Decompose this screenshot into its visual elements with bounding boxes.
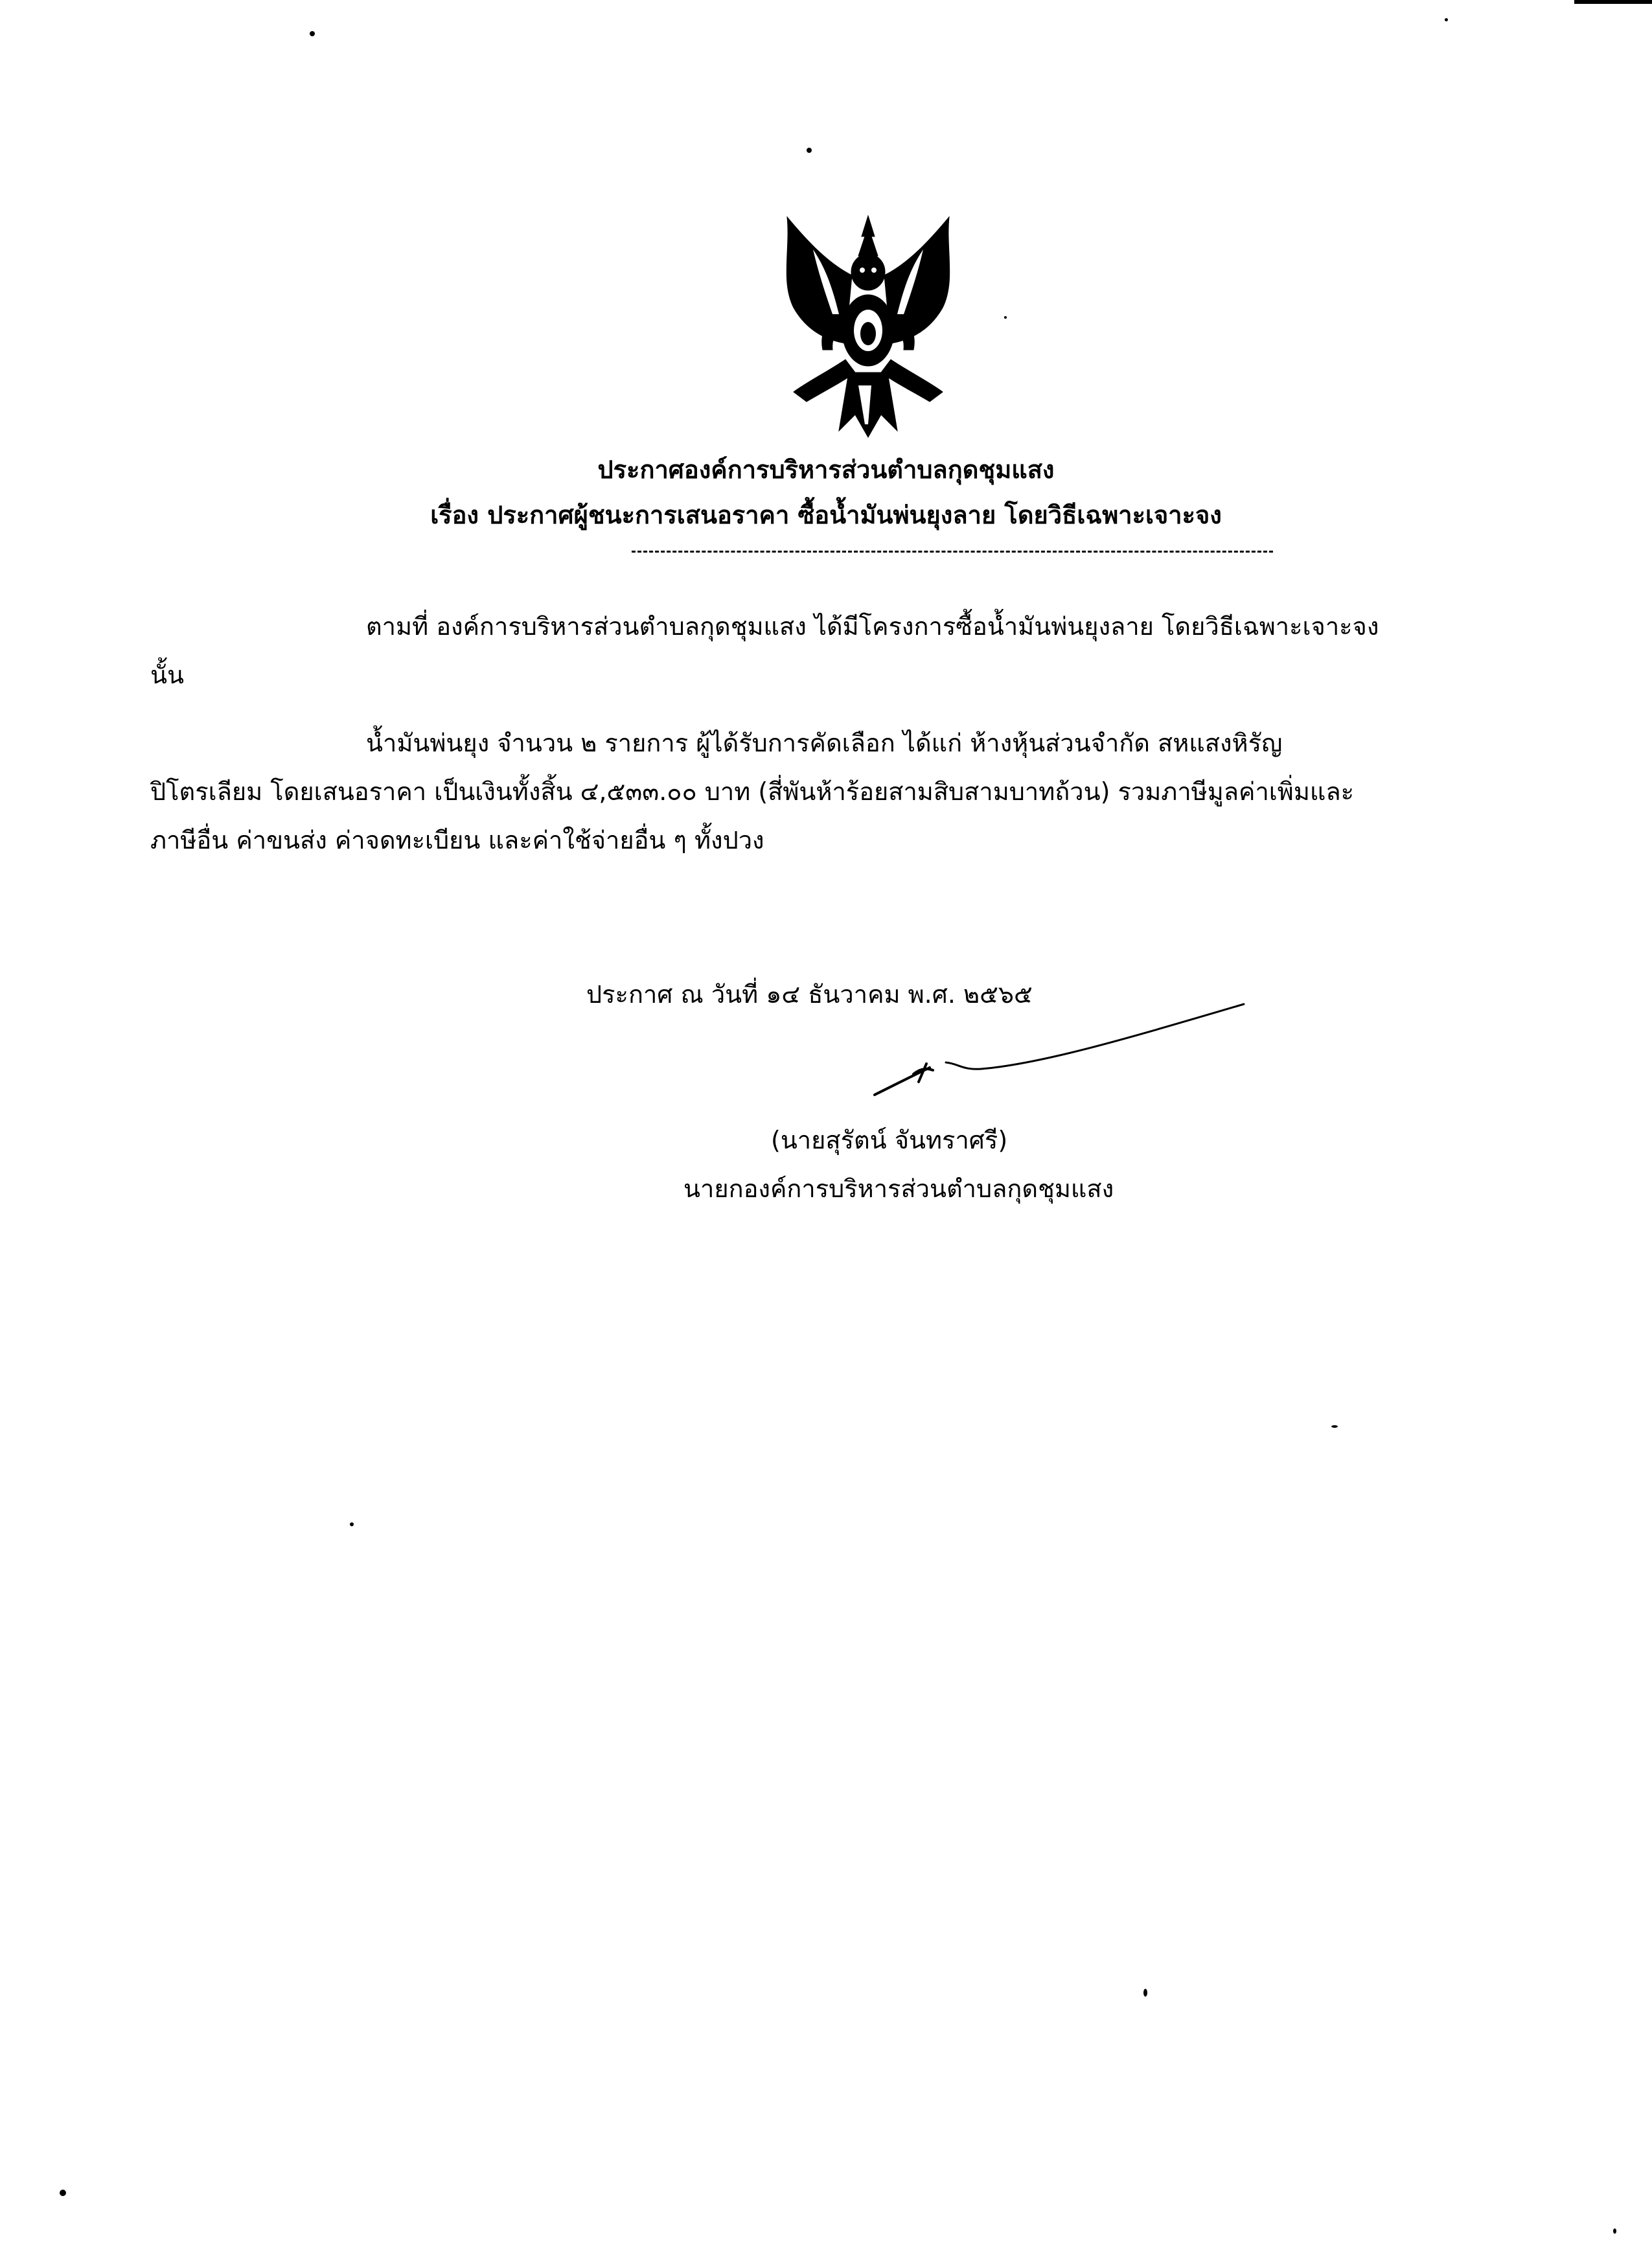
scan-speck — [310, 31, 315, 36]
signatory-position: นายกองค์การบริหารส่วนตำบลกุดชุมแสง — [683, 1174, 1114, 1203]
scan-speck — [60, 2190, 66, 2196]
scan-speck — [1004, 316, 1007, 319]
subject-line: เรื่อง ประกาศผู้ชนะการเสนอราคา ซื้อน้ำมันพ่นยุงลาย โดยวิธีเฉพาะเจาะจง — [430, 501, 1222, 529]
paragraph1-line1: ตามที่ องค์การบริหารส่วนตำบลกุดชุมแสง ได้มีโครงการซื้อน้ำมันพ่นยุงลาย โดยวิธีเฉพาะเจาะจง — [366, 612, 1379, 641]
scan-speck — [350, 1522, 354, 1526]
scan-speck — [807, 148, 812, 153]
handwritten-signature — [829, 991, 1250, 1108]
paragraph2-line2: ปิโตรเลียม โดยเสนอราคา เป็นเงินทั้งสิ้น ๔,๕๓๓.๐๐ บาท (สี่พันห้าร้อยสามสิบสามบาทถ้วน) รวมภาษีมูลค่าเพิ่มและ — [150, 777, 1355, 806]
scan-speck — [1445, 18, 1448, 21]
announcement-date: ประกาศ ณ วันที่ ๑๔ ธันวาคม พ.ศ. ๒๕๖๕ — [586, 980, 1033, 1009]
signatory-name: (นายสุรัตน์ จันทราศรี) — [771, 1126, 1008, 1154]
scan-edge-mark — [1574, 0, 1652, 4]
paragraph2-line1: น้ำมันพ่นยุง จำนวน ๒ รายการ ผู้ได้รับการคัดเลือก ได้แก่ ห้างหุ้นส่วนจำกัด สหแสงหิรัญ — [366, 729, 1283, 757]
paragraph2-line3: ภาษีอื่น ค่าขนส่ง ค่าจดทะเบียน และค่าใช้จ่ายอื่น ๆ ทั้งปวง — [150, 826, 764, 854]
scan-speck — [1613, 2228, 1616, 2234]
title-divider — [632, 551, 1273, 553]
scan-speck — [1143, 1989, 1147, 1997]
paragraph1-line2: นั้น — [150, 661, 184, 689]
garuda-emblem-icon — [768, 211, 969, 444]
org-title: ประกาศองค์การบริหารส่วนตำบลกุดชุมแสง — [597, 455, 1055, 484]
scan-speck — [1331, 1425, 1338, 1428]
